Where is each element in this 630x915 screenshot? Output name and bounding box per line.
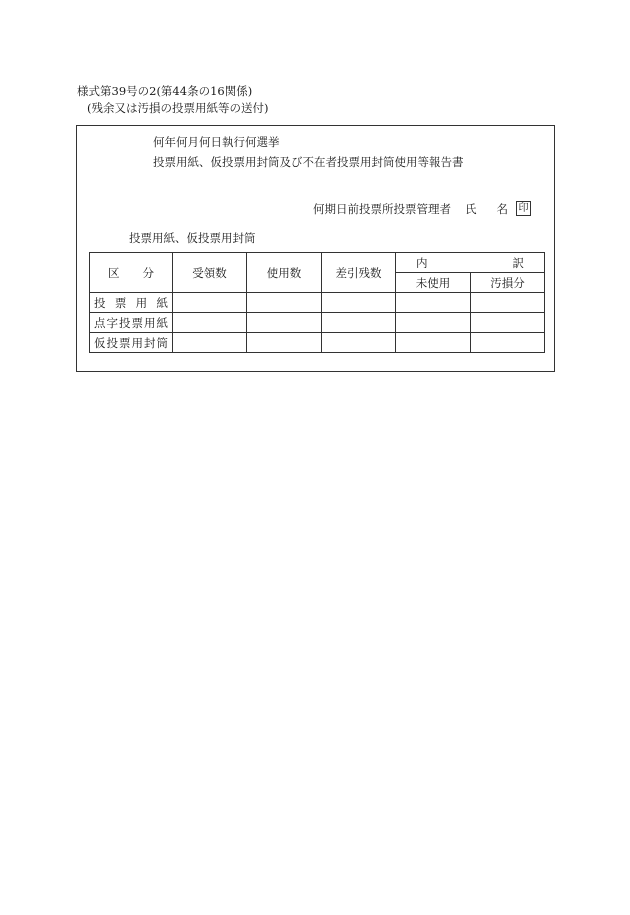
cell-remaining [322,333,396,353]
usage-table [89,252,545,353]
header-category [90,253,173,293]
row-label: 仮投票用封筒 [90,333,173,353]
cell-used [247,293,322,313]
signer-line [313,201,531,216]
name-label-1: 氏 [465,201,477,216]
cell-used [247,333,322,353]
table-row [90,313,545,333]
row-label: 点字投票用紙 [90,313,173,333]
cell-received [173,293,247,313]
report-title: 投票用紙、仮投票用封筒及び不在者投票用封筒使用等報告書 [153,155,464,169]
election-line: 何年何月何日執行何選挙 [153,135,280,149]
cell-damaged [471,313,545,333]
cell-unused [396,313,471,333]
table-header-row [90,253,545,273]
header-breakdown-2: 訳 [512,255,524,270]
name-label-2: 名 [496,201,508,216]
cell-remaining [322,293,396,313]
header-remaining: 差引残数 [322,253,396,293]
header-unused: 未使用 [396,273,471,293]
section-label: 投票用紙、仮投票用封筒 [129,231,256,245]
cell-received [173,333,247,353]
header-category-2: 分 [142,265,154,280]
row-label: 投票用紙 [90,293,173,313]
table-row [90,333,545,353]
report-form [76,125,555,372]
signer-role: 何期日前投票所投票管理者 [313,201,451,216]
cell-unused [396,293,471,313]
header-category-1: 区 [108,265,120,280]
header-damaged: 汚損分 [471,273,545,293]
header-breakdown-1: 内 [416,255,428,270]
cell-unused [396,333,471,353]
table-row [90,293,545,313]
cell-received [173,313,247,333]
seal-mark: 印 [516,201,531,216]
cell-damaged [471,293,545,313]
cell-remaining [322,313,396,333]
form-subtitle: (残余又は汚損の投票用紙等の送付) [87,101,269,115]
cell-used [247,313,322,333]
header-used: 使用数 [247,253,322,293]
form-number: 様式第39号の2(第44条の16関係) [77,84,253,98]
cell-damaged [471,333,545,353]
header-received: 受領数 [173,253,247,293]
header-breakdown [396,253,545,273]
